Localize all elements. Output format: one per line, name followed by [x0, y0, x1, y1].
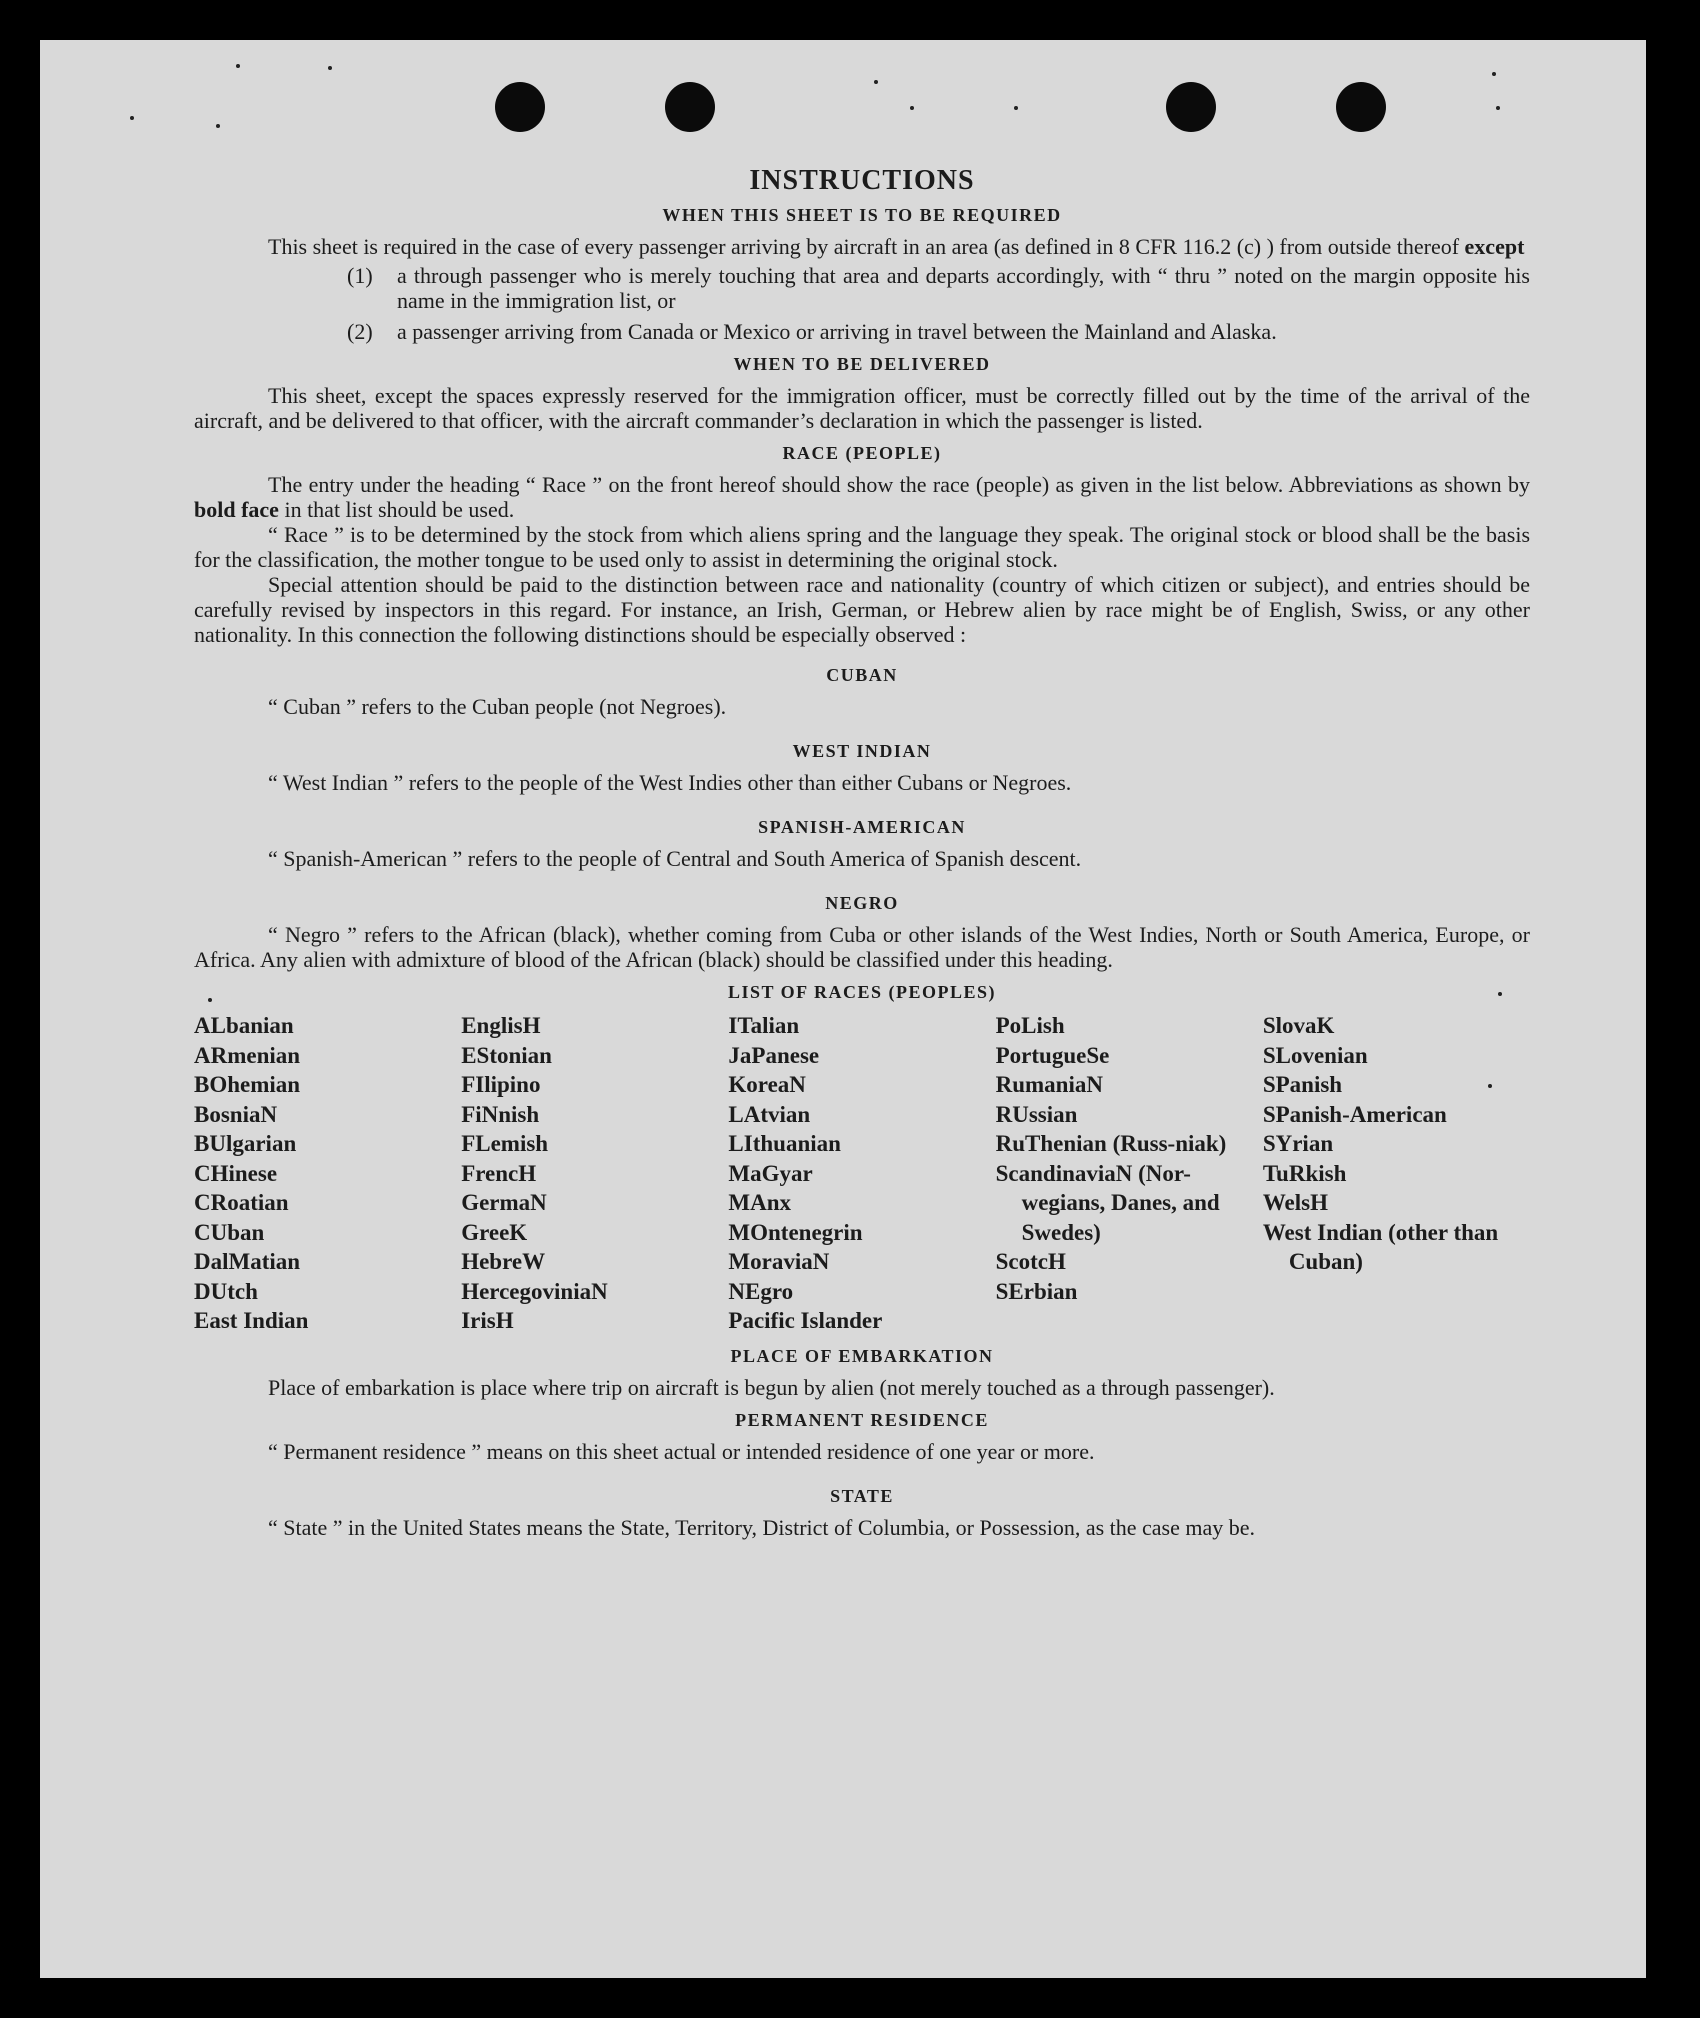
race-entry: FiNnish — [461, 1101, 540, 1127]
race-entry: West Indian (other than Cuban) — [1262, 1219, 1499, 1274]
race-entry: PortugueSe — [995, 1042, 1110, 1068]
punch-hole — [1336, 82, 1386, 132]
race-paragraph-3: Special attention should be paid to the distinction between race and nationality (country of which citizen or subject), and entries should be carefully revised by inspectors in this regard. For instance, an Irish, German, or Hebrew alien by race might be of English, Swiss, or any other nationality. In this connection the following distinctions should be especially observed : — [194, 572, 1530, 647]
race-entry: DUtch — [194, 1278, 258, 1304]
race-entry: NEgro — [728, 1278, 794, 1304]
speck — [130, 116, 134, 120]
race-entry: SErbian — [995, 1278, 1078, 1304]
race-entry: WelsH — [1262, 1190, 1328, 1215]
race-entry: DalMatian — [194, 1249, 301, 1274]
race-entry: HercegoviniaN — [461, 1278, 608, 1304]
race-entry: EnglisH — [461, 1013, 541, 1038]
punch-hole — [665, 82, 715, 132]
exception-item: (2) a passenger arriving from Canada or Mexico or arriving in travel between the Mainland and Alaska. — [347, 319, 1277, 344]
race-paragraph-2: “ Race ” is to be determined by the stock from which aliens spring and the language they speak. The original stock or blood shall be the basis for the classification, the mother tongue to be used only to assist in determining the original stock. — [194, 522, 1530, 572]
race-entry: LIthuanian — [728, 1131, 841, 1156]
race-entry: GreeK — [461, 1219, 528, 1245]
speck — [874, 80, 878, 84]
race-entry: FIlipino — [461, 1072, 541, 1097]
races-column — [728, 1011, 995, 1336]
race-entry: HebreW — [461, 1249, 546, 1274]
race-entry: East Indian — [194, 1308, 309, 1333]
race-entry: BUlgarian — [194, 1131, 297, 1156]
delivered-text: This sheet, except the spaces expressly reserved for the immigration officer, must be correctly filled out by the time of the arrival of the aircraft, and be delivered to that officer, with the aircraft commander’s declaration in which the passenger is listed. — [194, 383, 1530, 433]
exception-item: (1) a through passenger who is merely touching that area and departs accordingly, with “ thru ” noted on the margin opposite his name in the immigration list, or — [347, 263, 1530, 313]
race-entry: ScotcH — [995, 1249, 1066, 1274]
section-heading-race: RACE (PEOPLE) — [782, 443, 942, 463]
race-entry: MAnx — [728, 1190, 792, 1215]
races-column — [461, 1011, 728, 1336]
west-indian-text: “ West Indian ” refers to the people of the West Indies other than either Cubans or Negroes. — [268, 770, 1072, 795]
instructions-body — [194, 165, 1530, 1540]
section-heading-cuban: CUBAN — [826, 665, 898, 685]
race-entry: JaPanese — [728, 1042, 820, 1068]
speck — [1014, 106, 1018, 110]
race-entry: PoLish — [995, 1013, 1065, 1038]
race-entry: IrisH — [461, 1308, 514, 1333]
speck — [328, 66, 332, 70]
page-title: INSTRUCTIONS — [749, 165, 975, 196]
race-entry: CRoatian — [194, 1190, 289, 1215]
speck — [216, 124, 220, 128]
race-entry: ITalian — [728, 1013, 800, 1038]
punch-hole — [495, 82, 545, 132]
race-entry: RUssian — [995, 1101, 1078, 1127]
race-entry: ScandinaviaN (Nor-wegians, Danes, and Swedes) — [995, 1160, 1220, 1245]
races-column — [1263, 1011, 1530, 1336]
section-heading-residence: PERMANENT RESIDENCE — [735, 1409, 989, 1430]
state-text: “ State ” in the United States means the State, Territory, District of Columbia, or Possession, as the case may be. — [268, 1514, 1256, 1540]
speck — [1496, 106, 1500, 110]
speck — [236, 64, 240, 68]
race-entry: Pacific Islander — [728, 1308, 883, 1333]
races-column — [194, 1011, 461, 1336]
race-entry: SlovaK — [1262, 1013, 1335, 1038]
section-heading-negro: NEGRO — [825, 893, 899, 913]
race-entry: MaGyar — [728, 1160, 813, 1186]
race-entry: ARmenian — [194, 1042, 301, 1068]
race-entry: RumaniaN — [995, 1072, 1103, 1097]
punch-hole — [1166, 82, 1216, 132]
race-entry: SPanish-American — [1262, 1101, 1447, 1127]
spanish-american-text: “ Spanish-American ” refers to the people of Central and South America of Spanish descent. — [268, 846, 1082, 871]
section-heading-embarkation: PLACE OF EMBARKATION — [730, 1345, 994, 1366]
document-page — [40, 40, 1646, 1978]
cuban-text: “ Cuban ” refers to the Cuban people (not Negroes). — [268, 694, 727, 719]
race-entry: FrencH — [461, 1160, 537, 1186]
races-table — [194, 1011, 1530, 1336]
race-entry: SLovenian — [1262, 1042, 1368, 1068]
race-entry: MoraviaN — [728, 1249, 830, 1274]
race-entry: ALbanian — [194, 1013, 294, 1038]
race-entry: BosniaN — [194, 1101, 278, 1127]
race-entry: SYrian — [1262, 1131, 1334, 1156]
race-entry: LAtvian — [728, 1101, 811, 1127]
speck — [910, 106, 914, 110]
race-entry: EStonian — [461, 1042, 552, 1068]
race-entry: BOhemian — [194, 1072, 301, 1097]
section-heading-spanish-american: SPANISH-AMERICAN — [758, 817, 966, 837]
race-entry: RuThenian (Russ-niak) — [995, 1131, 1227, 1156]
race-entry: GermaN — [461, 1190, 547, 1215]
speck — [1492, 72, 1496, 76]
embarkation-text: Place of embarkation is place where trip on aircraft is begun by alien (not merely touched as a through passenger). — [268, 1374, 1275, 1400]
race-paragraph-1: The entry under the heading “ Race ” on the front hereof should show the race (people) as given in the list below. Abbreviations as shown by bold face in that list should be used. — [194, 472, 1530, 522]
section-heading-state: STATE — [830, 1485, 894, 1506]
required-intro: This sheet is required in the case of every passenger arriving by aircraft in an area (as defined in 8 CFR 116.2 (c) ) from outside thereof except — [268, 234, 1525, 259]
race-entry: FLemish — [461, 1131, 549, 1156]
residence-text: “ Permanent residence ” means on this sheet actual or intended residence of one year or more. — [268, 1438, 1095, 1464]
race-entry: CUban — [194, 1219, 265, 1245]
race-entry: SPanish — [1262, 1072, 1343, 1097]
race-entry: TuRkish — [1262, 1160, 1347, 1186]
section-heading-west-indian: WEST INDIAN — [792, 741, 932, 761]
negro-text: “ Negro ” refers to the African (black), whether coming from Cuba or other islands of the West Indies, North or South America, Europe, or Africa. Any alien with admixture of blood of the African (black) should be classified under this heading. — [194, 922, 1530, 972]
race-entry: CHinese — [194, 1160, 278, 1186]
section-heading-delivered: WHEN TO BE DELIVERED — [733, 354, 991, 374]
section-heading-required: WHEN THIS SHEET IS TO BE REQUIRED — [662, 205, 1062, 225]
races-column — [996, 1011, 1263, 1336]
race-entry: KoreaN — [728, 1072, 806, 1097]
race-entry: MOntenegrin — [728, 1219, 863, 1245]
section-heading-list-of-races: LIST OF RACES (PEOPLES) — [727, 982, 997, 1002]
